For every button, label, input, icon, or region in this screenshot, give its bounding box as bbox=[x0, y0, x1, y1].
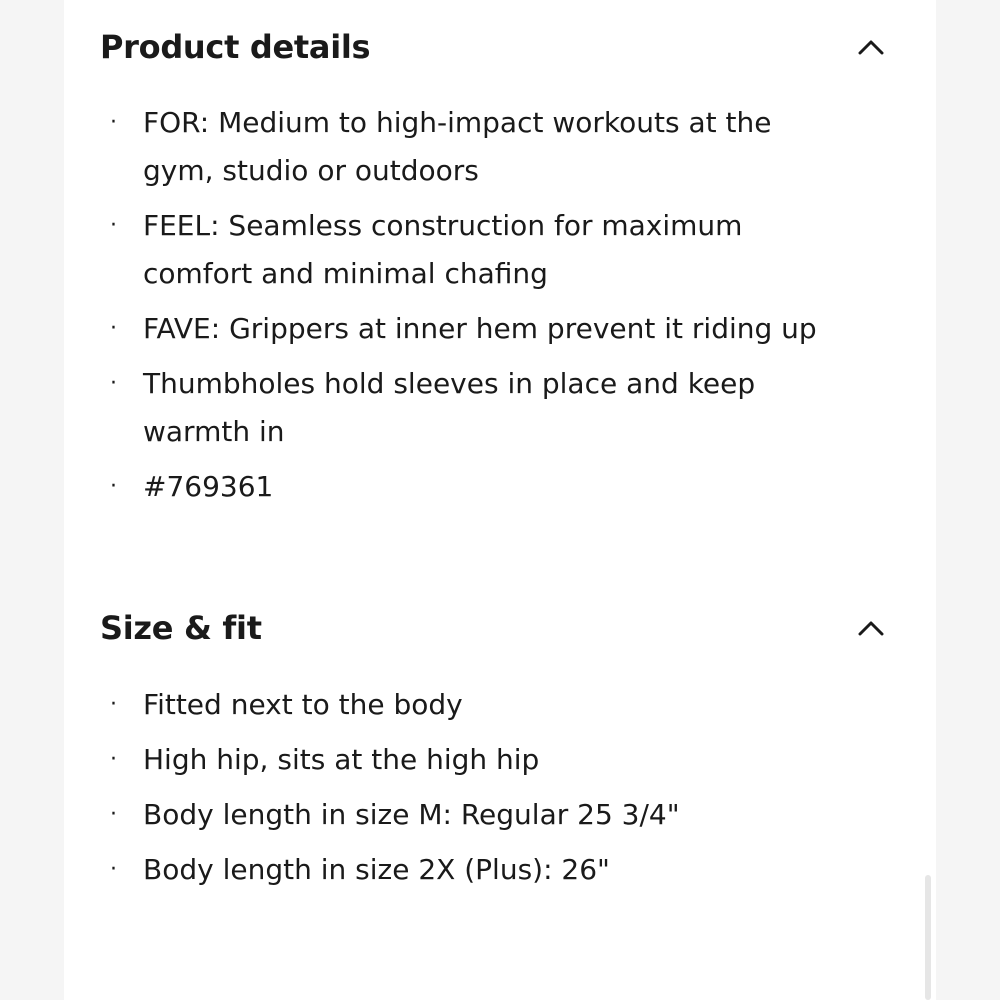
bullet-dot: · bbox=[110, 802, 117, 827]
size-fit-section bbox=[100, 604, 886, 901]
list-item: · Fitted next to the body bbox=[100, 681, 843, 729]
product-details-title: Product details bbox=[100, 28, 371, 66]
list-item: · #769361 bbox=[100, 463, 843, 511]
product-details-header[interactable] bbox=[100, 23, 886, 71]
size-fit-list bbox=[100, 681, 886, 894]
product-details-list bbox=[100, 99, 886, 511]
product-info-panel bbox=[64, 0, 936, 1000]
bullet-dot: · bbox=[110, 213, 117, 238]
list-item: · FAVE: Grippers at inner hem prevent it riding up bbox=[100, 305, 843, 353]
size-fit-title: Size & fit bbox=[100, 609, 262, 647]
list-item: · Body length in size 2X (Plus): 26" bbox=[100, 846, 843, 894]
bullet-dot: · bbox=[110, 110, 117, 135]
bullet-dot: · bbox=[110, 371, 117, 396]
list-item: · FEEL: Seamless construction for maximum comfort and minimal chafing bbox=[100, 202, 843, 298]
list-item: · FOR: Medium to high-impact workouts at the gym, studio or outdoors bbox=[100, 99, 843, 195]
chevron-up-icon[interactable] bbox=[856, 613, 886, 643]
bullet-dot: · bbox=[110, 316, 117, 341]
list-item: · High hip, sits at the high hip bbox=[100, 736, 843, 784]
bullet-dot: · bbox=[110, 474, 117, 499]
bullet-dot: · bbox=[110, 692, 117, 717]
size-fit-header[interactable] bbox=[100, 604, 886, 652]
list-item: · Thumbholes hold sleeves in place and keep warmth in bbox=[100, 360, 843, 456]
scrollbar[interactable] bbox=[925, 875, 931, 1000]
bullet-dot: · bbox=[110, 747, 117, 772]
chevron-up-icon[interactable] bbox=[856, 32, 886, 62]
product-details-section bbox=[100, 23, 886, 518]
list-item: · Body length in size M: Regular 25 3/4" bbox=[100, 791, 843, 839]
bullet-dot: · bbox=[110, 857, 117, 882]
